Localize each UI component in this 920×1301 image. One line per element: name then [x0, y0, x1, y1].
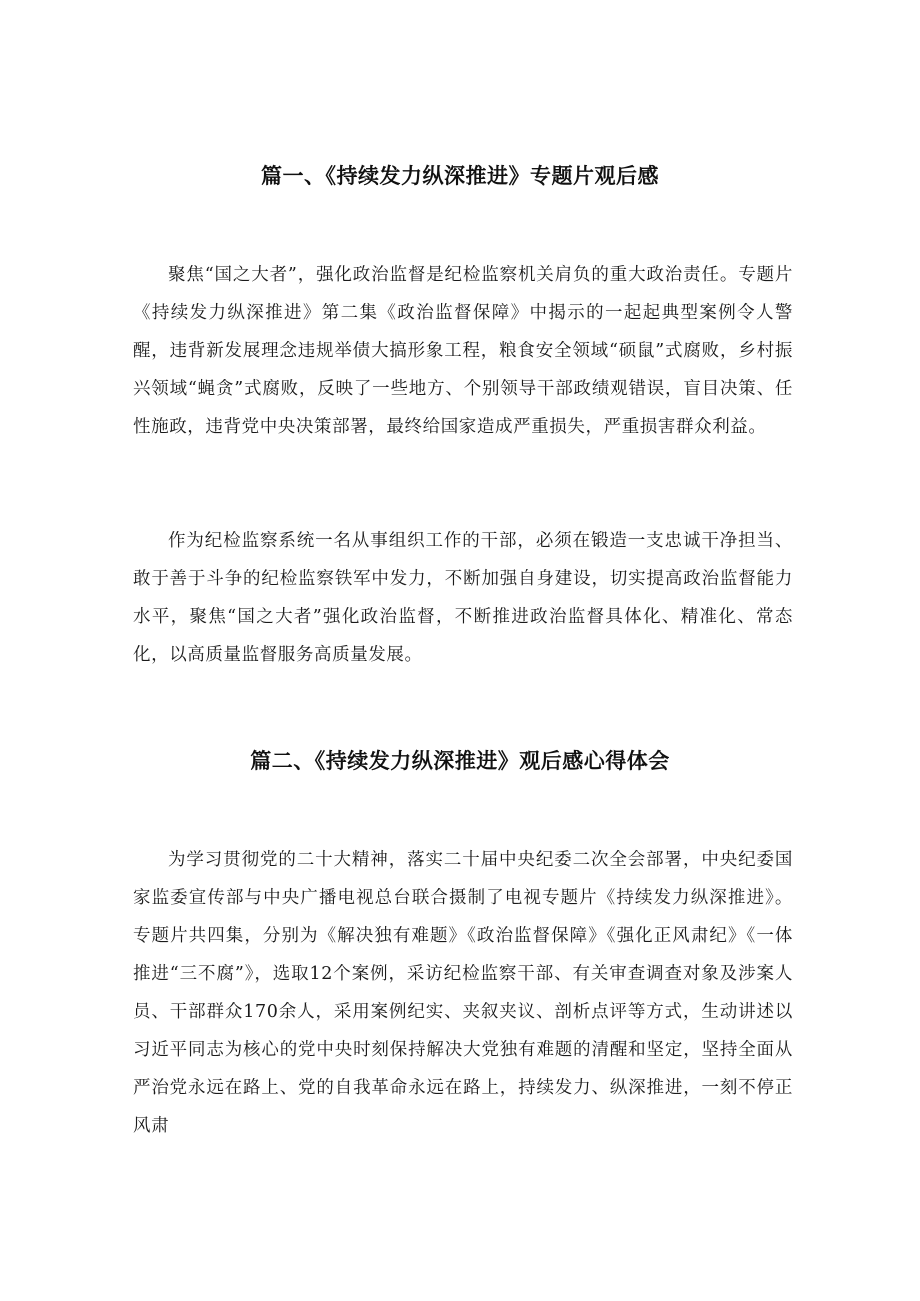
section2-title: 篇二、《持续发力纵深推进》观后感心得体会: [250, 749, 670, 773]
section1-paragraph-1: 聚焦“国之大者”，强化政治监督是纪检监察机关肩负的重大政治责任。专题片《持续发力纵深推进》第二集《政治监督保障》中揭示的一起起典型案例令人警醒，违背新发展理念违规举债大搞形象工程，粮食安全领域“硕鼠”式腐败，乡村振兴领域“蝇贪”式腐败，反映了一些地方、个别领导干部政绩观错误，盲目决策、任性施政，违背党中央决策部署，最终给国家造成严重损失，严重损害群众利益。: [133, 265, 793, 437]
section1-title: 篇一、《持续发力纵深推进》专题片观后感: [261, 164, 659, 188]
section1-paragraph-2: 作为纪检监察系统一名从事组织工作的干部，必须在锻造一支忠诚干净担当、敢于善于斗争的纪检监察铁军中发力，不断加强自身建设，切实提高政治监督能力水平，聚焦“国之大者”强化政治监督，不断推进政治监督具体化、精准化、常态化，以高质量监督服务高质量发展。: [133, 531, 793, 665]
section2-paragraph-1: 为学习贯彻党的二十大精神，落实二十届中央纪委二次全会部署，中央纪委国家监委宣传部与中央广播电视总台联合摄制了电视专题片《持续发力纵深推进》。专题片共四集，分别为《解决独有难题》《政治监督保障》《强化正风肃纪》《一体推进“三不腐”》，选取12个案例，采访纪检监察干部、有关审查调查对象及涉案人员、干部群众170余人，采用案例纪实、夹叙夹议、剖析点评等方式，生动讲述以习近平同志为核心的党中央时刻保持解决大党独有难题的清醒和坚定，坚持全面从严治党永远在路上、党的自我革命永远在路上，持续发力、纵深推进，一刻不停正风肃: [133, 850, 793, 1136]
